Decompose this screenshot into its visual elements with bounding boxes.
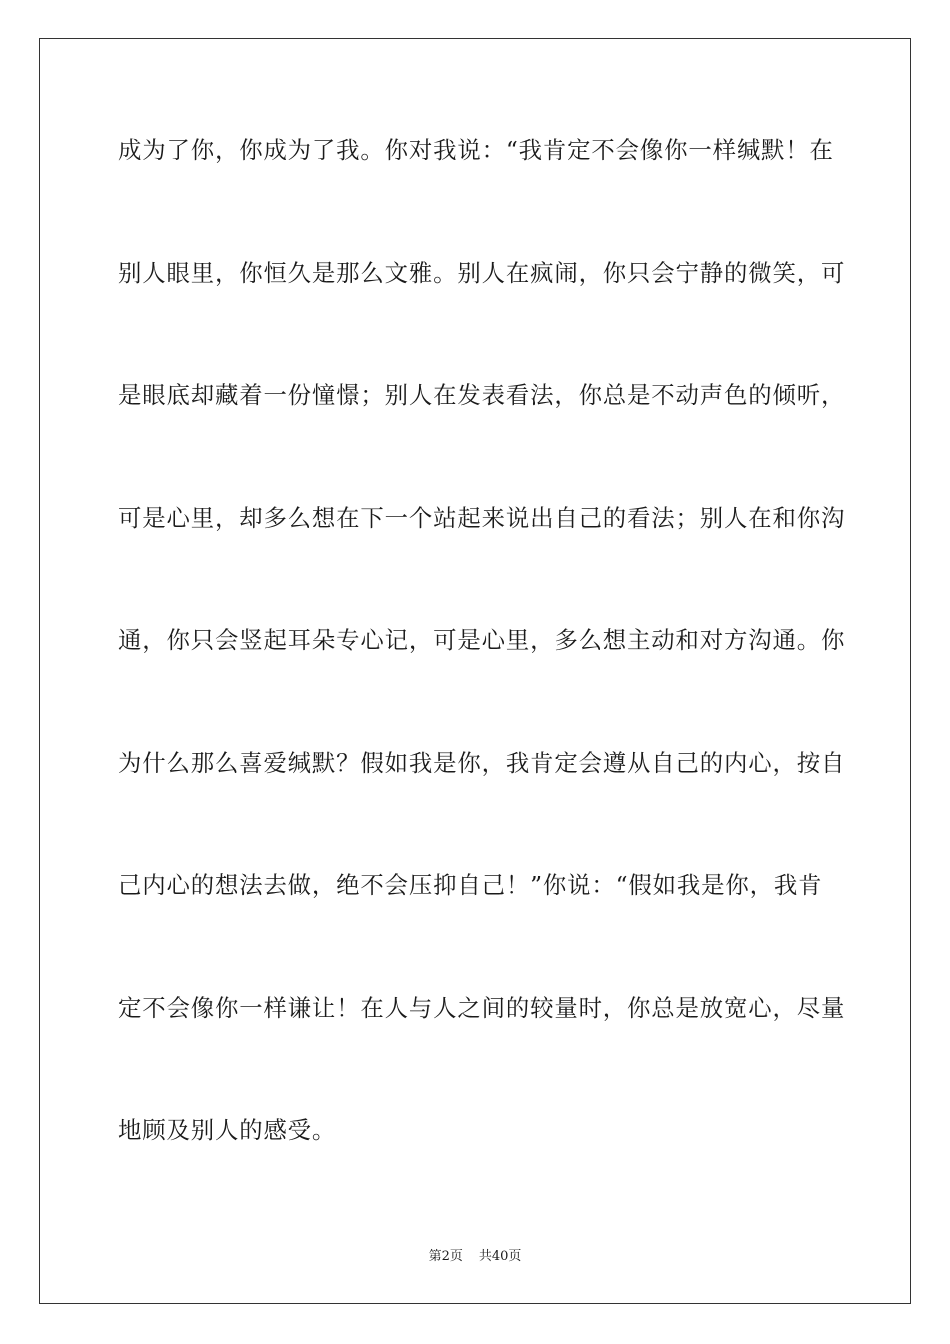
text-line: 成为了你，你成为了我。你对我说：“我肯定不会像你一样缄默！在 [118, 136, 834, 164]
text-line: 己内心的想法去做，绝不会压抑自己！”你说：“假如我是你，我肯 [118, 871, 823, 899]
text-line: 别人眼里，你恒久是那么文雅。别人在疯闹，你只会宁静的微笑，可 [118, 258, 846, 287]
text-line: 为什么那么喜爱缄默？假如我是你，我肯定会遵从自己的内心，按自 [118, 748, 846, 777]
text-line: 通，你只会竖起耳朵专心记，可是心里，多么想主动和对方沟通。你 [118, 626, 846, 654]
text-line: 地顾及别人的感受。 [118, 1116, 337, 1144]
text-line: 是眼底却藏着一份憧憬；别人在发表看法，你总是不动声色的倾听， [118, 381, 846, 409]
text-line: 定不会像你一样谦让！在人与人之间的较量时，你总是放宽心，尽量 [118, 993, 846, 1022]
current-page-number: 第2页 [428, 1249, 463, 1264]
total-page-count: 共40页 [478, 1249, 522, 1264]
body-text [118, 128, 846, 1231]
text-line: 可是心里，却多么想在下一个站起来说出自己的看法；别人在和你沟 [118, 503, 846, 532]
page-footer [0, 1248, 950, 1266]
